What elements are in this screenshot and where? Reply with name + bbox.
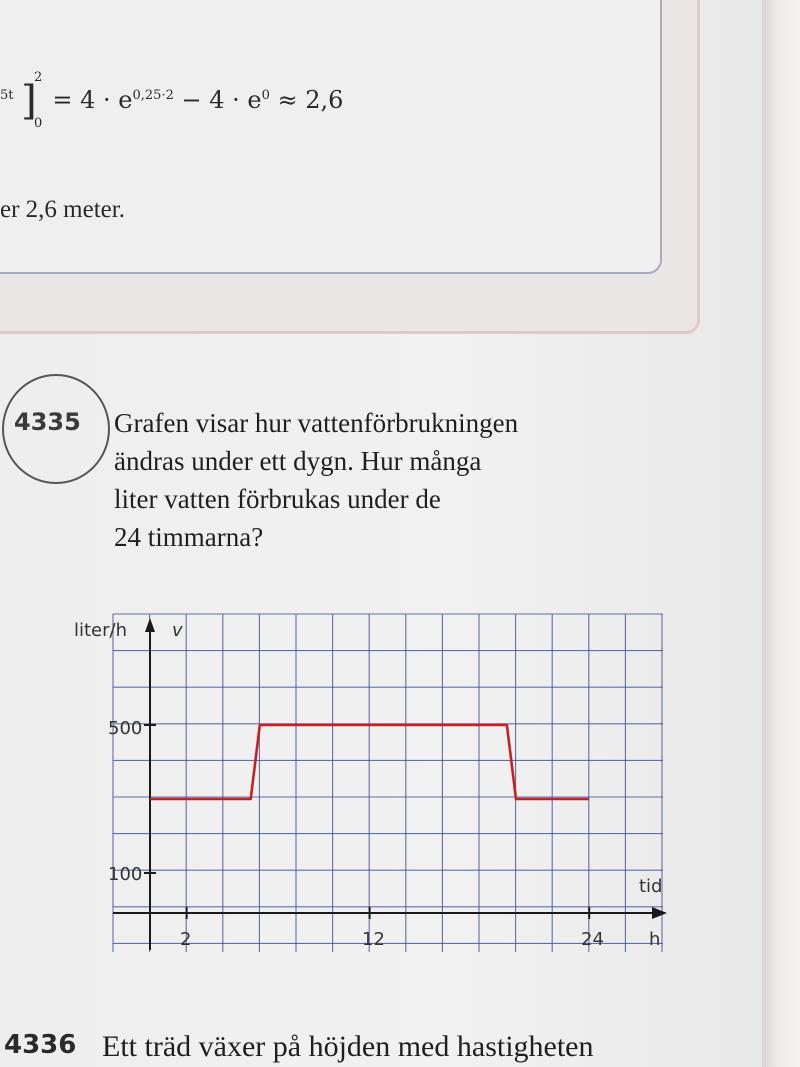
x-unit-label: h [649,929,661,950]
chart-grid [113,614,663,952]
x-tick-label: 2 [180,929,192,950]
x-tick-label: 24 [581,929,604,950]
y-tick-label: 500 [108,718,143,739]
exercise-line: ändras under ett dygn. Hur många [114,446,482,476]
y-axis-arrow [145,618,155,632]
x-axis-arrow [652,907,667,919]
exercise-number: 4335 [14,408,81,436]
formula-mid: − 4 · e [173,86,262,114]
y-symbol-label: v [172,620,183,641]
formula-end: ≈ 2,6 [269,86,344,114]
x-axis-label: tid [639,876,663,897]
chart-labels [74,620,662,950]
exercise-line: Grafen visar hur vattenförbrukningen [114,408,519,438]
exercise-line: liter vatten förbrukas under de [114,484,441,514]
formula-lead: 5t [0,88,14,103]
next-exercise-text: Ett träd växer på höjden med hastigheten [102,1030,594,1063]
formula-bracket: ] [21,78,37,124]
chart-axes [113,618,667,950]
y-unit-label: liter/h [74,620,128,641]
formula-rest: = 4 · e [52,86,133,114]
formula-lower-limit: 0 [34,116,43,131]
formula-exp1: 0,25·2 [132,88,174,103]
exercise-line: 24 timmarna? [114,522,264,552]
x-tick-label: 12 [362,929,385,950]
formula-exp2: 0 [261,88,270,103]
y-tick-label: 100 [108,864,143,885]
example-conclusion: er 2,6 meter. [0,196,125,223]
formula-upper-limit: 2 [34,70,43,85]
next-exercise-number: 4336 [4,1030,77,1060]
